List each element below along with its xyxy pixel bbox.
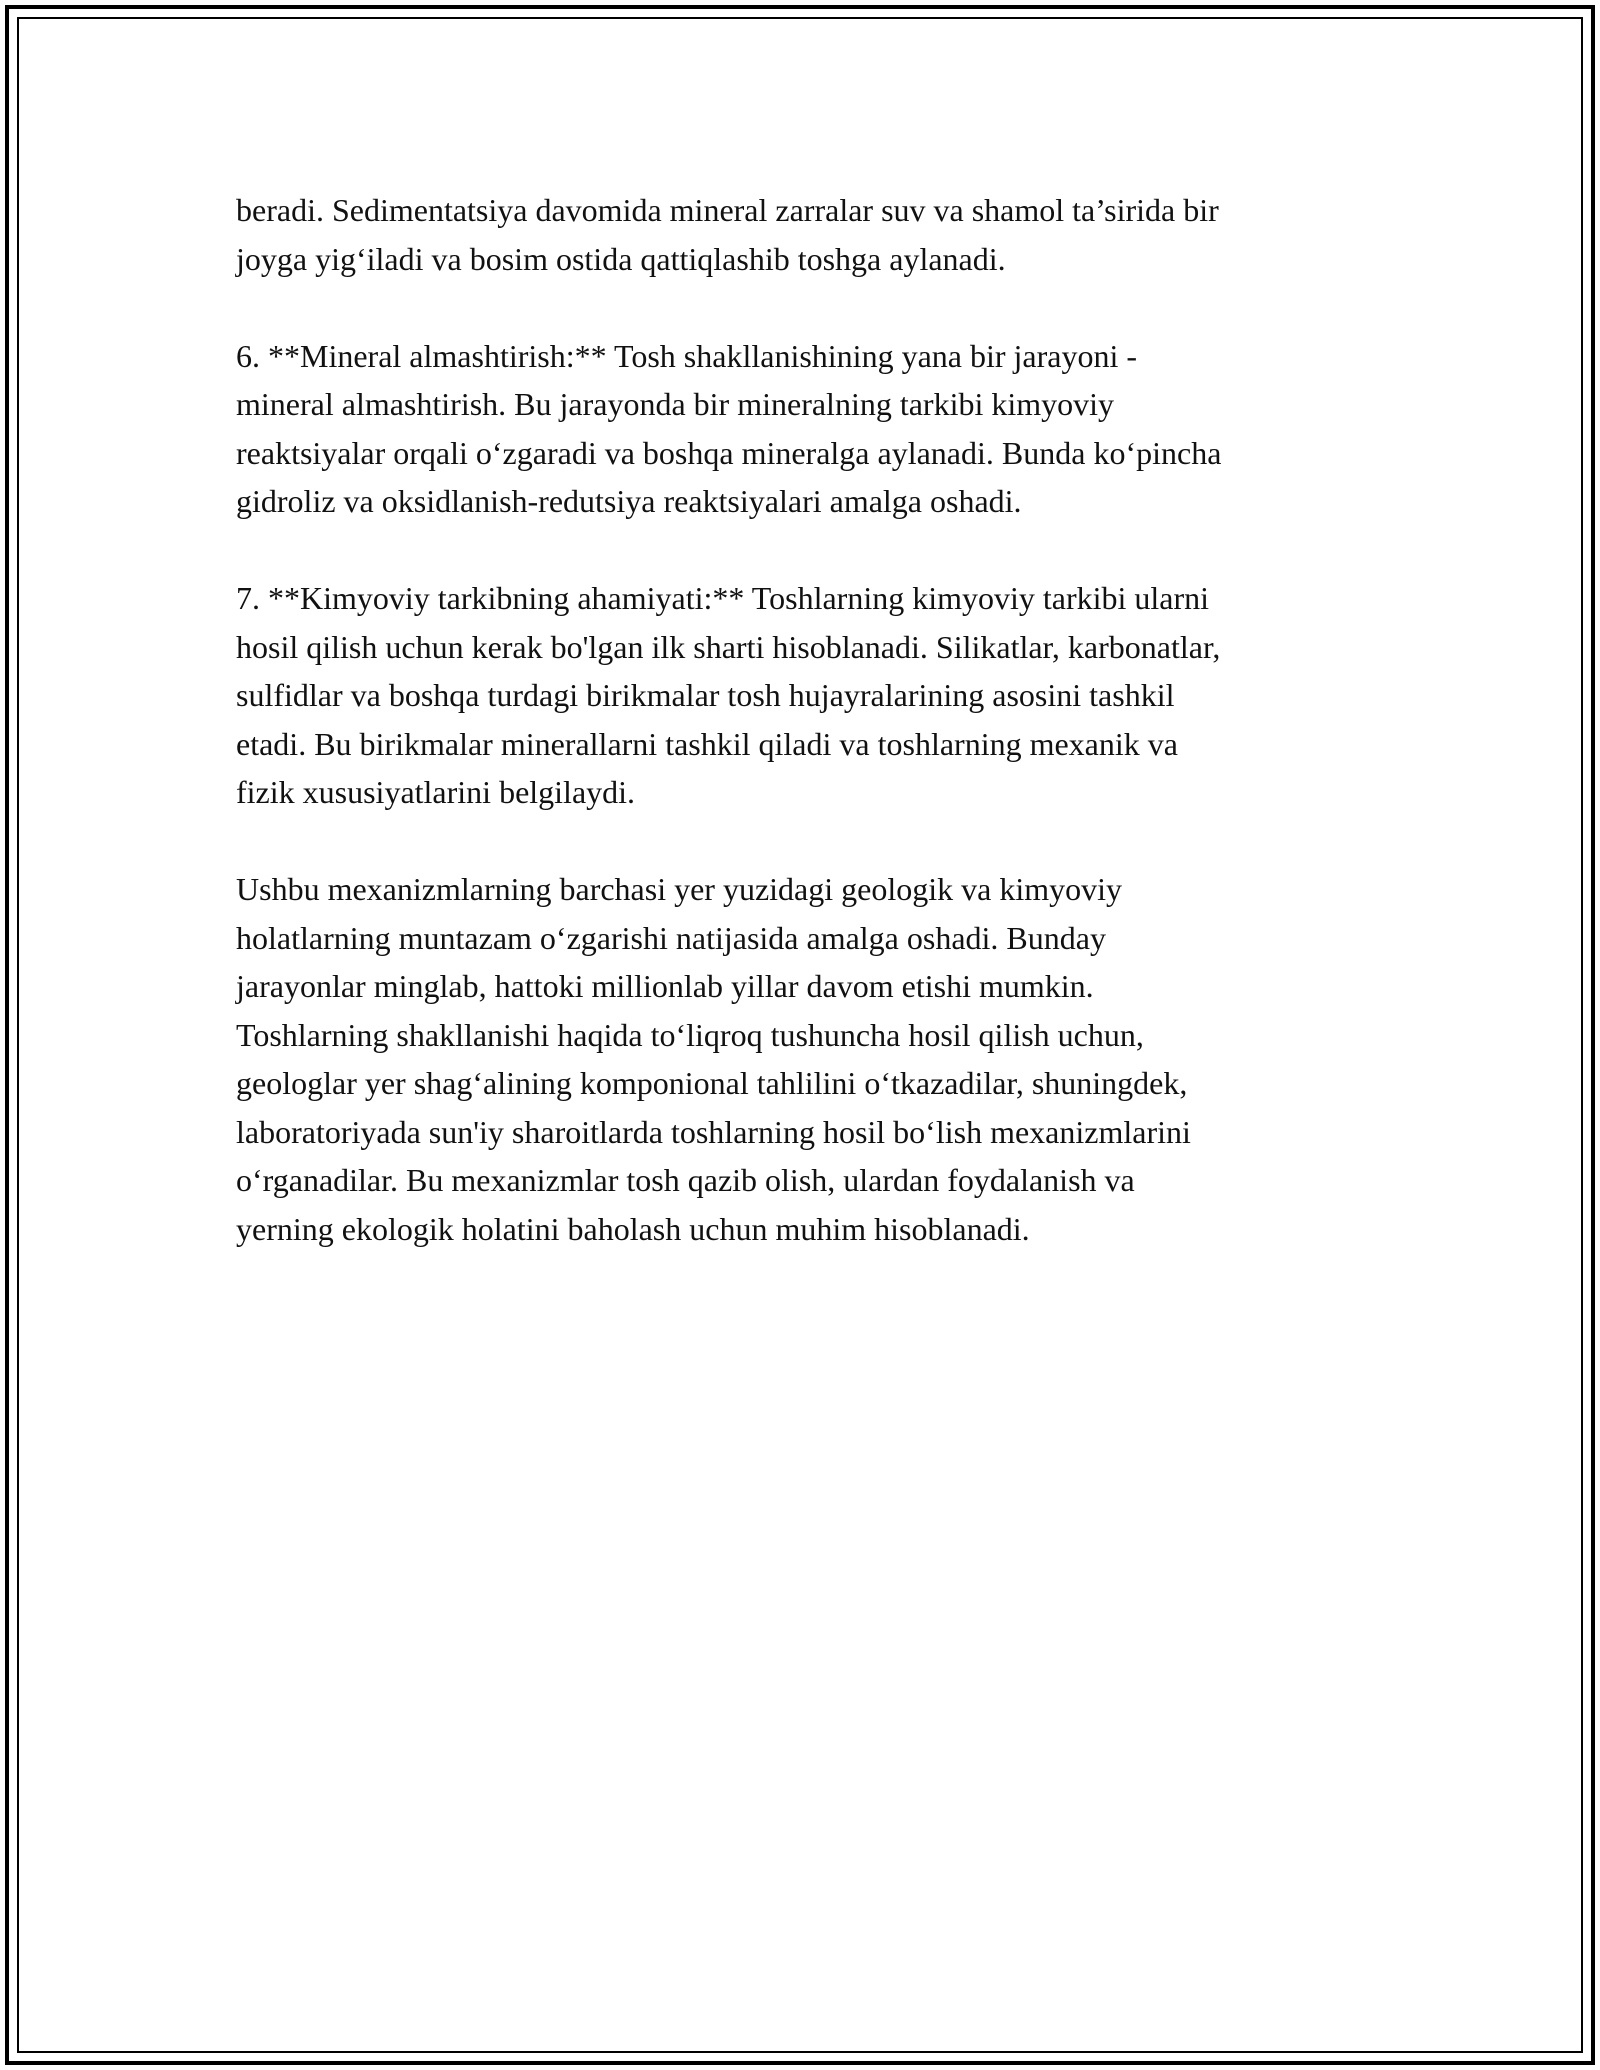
document-body	[236, 186, 1386, 1302]
paragraph-chemical-composition: 7. **Kimyoviy tarkibning ahamiyati:** Toshlarning kimyoviy tarkibi ularni hosil qilish uchun kerak bo'lgan ilk sharti hisoblanadi. Silikatlar, karbonatlar, sulfidlar va boshqa turdagi birikmalar tosh hujayralarining asosini tashkil etadi. Bu birikmalar minerallarni tashkil qiladi va toshlarning mexanik va fizik xususiyatlarini belgilaydi.	[236, 580, 1221, 810]
paragraph-sedimentation: beradi. Sedimentatsiya davomida mineral zarralar suv va shamol ta’sirida bir joyga yig‘iladi va bosim ostida qattiqlashib toshga aylanadi.	[236, 192, 1219, 277]
paragraph-conclusion: Ushbu mexanizmlarning barchasi yer yuzidagi geologik va kimyoviy holatlarning muntazam o‘zgarishi natijasida amalga oshadi. Bunday jarayonlar minglab, hattoki millionlab yillar davom etishi mumkin. Toshlarning shakllanishi haqida to‘liqroq tushuncha hosil qilish uchun, geologlar yer shag‘alining komponional tahlilini o‘tkazadilar, shuningdek, laboratoriyada sun'iy sharoitlarda toshlarning hosil bo‘lish mexanizmlarini o‘rganadilar. Bu mexanizmlar tosh qazib olish, ulardan foydalanish va yerning ekologik holatini baholash uchun muhim hisoblanadi.	[236, 871, 1191, 1247]
paragraph-mineral-replacement: 6. **Mineral almashtirish:** Tosh shakllanishining yana bir jarayoni - mineral almashtirish. Bu jarayonda bir mineralning tarkibi kimyoviy reaktsiyalar orqali o‘zgaradi va boshqa mineralga aylanadi. Bunda ko‘pincha gidroliz va oksidlanish-redutsiya reaktsiyalari amalga oshadi.	[236, 337, 1222, 519]
